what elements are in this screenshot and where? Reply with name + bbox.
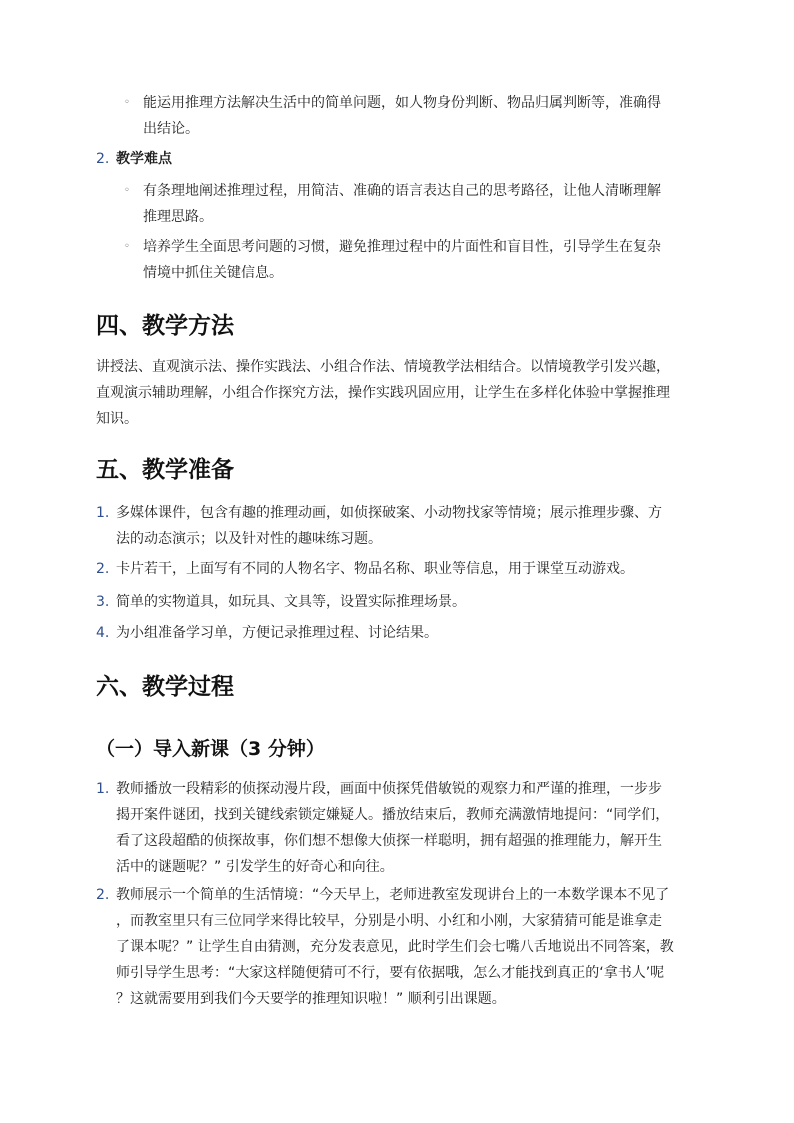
- paragraph-line: 直观演示辅助理解，小组合作探究方法，操作实践巩固应用，让学生在多样化体验中掌握推理: [96, 385, 670, 401]
- list-item-line: 简单的实物道具，如玩具、文具等，设置实际推理场景。: [116, 594, 466, 610]
- section-heading: 四、教学方法: [96, 313, 234, 339]
- list-item-line: 教师展示一个简单的生活情境：“今天早上，老师进教室发现讲台上的一本数学课本不见了: [116, 887, 670, 903]
- bullet-text-line: 培养学生全面思考问题的习惯，避免推理过程中的片面性和盲目性，引导学生在复杂: [143, 239, 661, 255]
- list-number: 4.: [96, 625, 110, 641]
- paragraph-line: 讲授法、直观演示法、操作实践法、小组合作法、情境教学法相结合。以情境教学引发兴趣，: [96, 359, 670, 375]
- bullet-text-line: 推理思路。: [143, 209, 213, 225]
- list-item-line: 看了这段超酷的侦探故事，你们想不想像大侦探一样聪明，拥有超强的推理能力，解开生: [116, 833, 662, 849]
- list-item-line: 法的动态演示；以及针对性的趣味练习题。: [116, 531, 382, 547]
- list-item-line: 为小组准备学习单，方便记录推理过程、讨论结果。: [116, 625, 438, 641]
- subsection-title: 教学难点: [116, 151, 172, 167]
- bullet-marker: ◦: [124, 185, 130, 196]
- list-number: 2.: [96, 887, 110, 903]
- list-number: 1.: [96, 505, 110, 521]
- list-item-line: 师引导学生思考：“大家这样随便猜可不行，要有依据哦，怎么才能找到真正的‘拿书人’呢: [116, 965, 665, 981]
- sub-section-heading: （一）导入新课（3 分钟）: [96, 738, 325, 760]
- paragraph-line: 知识。: [96, 411, 138, 427]
- list-item-line: 了课本呢？” 让学生自由猜测，充分发表意见，此时学生们会七嘴八舌地说出不同答案，教: [116, 939, 674, 955]
- bullet-marker: ◦: [124, 241, 130, 252]
- list-item-line: 多媒体课件，包含有趣的推理动画，如侦探破案、小动物找家等情境；展示推理步骤、方: [116, 505, 662, 521]
- list-item-line: ？这就需要用到我们今天要学的推理知识啦！” 顺利引出课题。: [116, 991, 506, 1007]
- list-item-line: ，而教室里只有三位同学来得比较早，分别是小明、小红和小刚，大家猜猜可能是谁拿走: [116, 913, 662, 929]
- section-heading: 六、教学过程: [96, 674, 234, 700]
- list-item-line: 揭开案件谜团，找到关键线索锁定嫌疑人。播放结束后，教师充满激情地提问：“同学们，: [116, 807, 670, 823]
- list-item-line: 教师播放一段精彩的侦探动漫片段，画面中侦探凭借敏锐的观察力和严谨的推理，一步步: [116, 781, 662, 797]
- bullet-text-line: 情境中抓住关键信息。: [143, 265, 283, 281]
- section-heading: 五、教学准备: [96, 457, 234, 483]
- list-item-line: 活中的谜题呢？” 引发学生的好奇心和向往。: [116, 859, 394, 875]
- list-number: 3.: [96, 594, 110, 610]
- list-number: 1.: [96, 781, 110, 797]
- list-number: 2.: [96, 151, 110, 167]
- bullet-text-line: 出结论。: [143, 121, 199, 137]
- bullet-text-line: 有条理地阐述推理过程，用简洁、准确的语言表达自己的思考路径，让他人清晰理解: [143, 183, 661, 199]
- bullet-text-line: 能运用推理方法解决生活中的简单问题，如人物身份判断、物品归属判断等，准确得: [143, 95, 661, 111]
- bullet-marker: ◦: [124, 97, 130, 108]
- list-number: 2.: [96, 561, 110, 577]
- list-item-line: 卡片若干，上面写有不同的人物名字、物品名称、职业等信息，用于课堂互动游戏。: [116, 561, 634, 577]
